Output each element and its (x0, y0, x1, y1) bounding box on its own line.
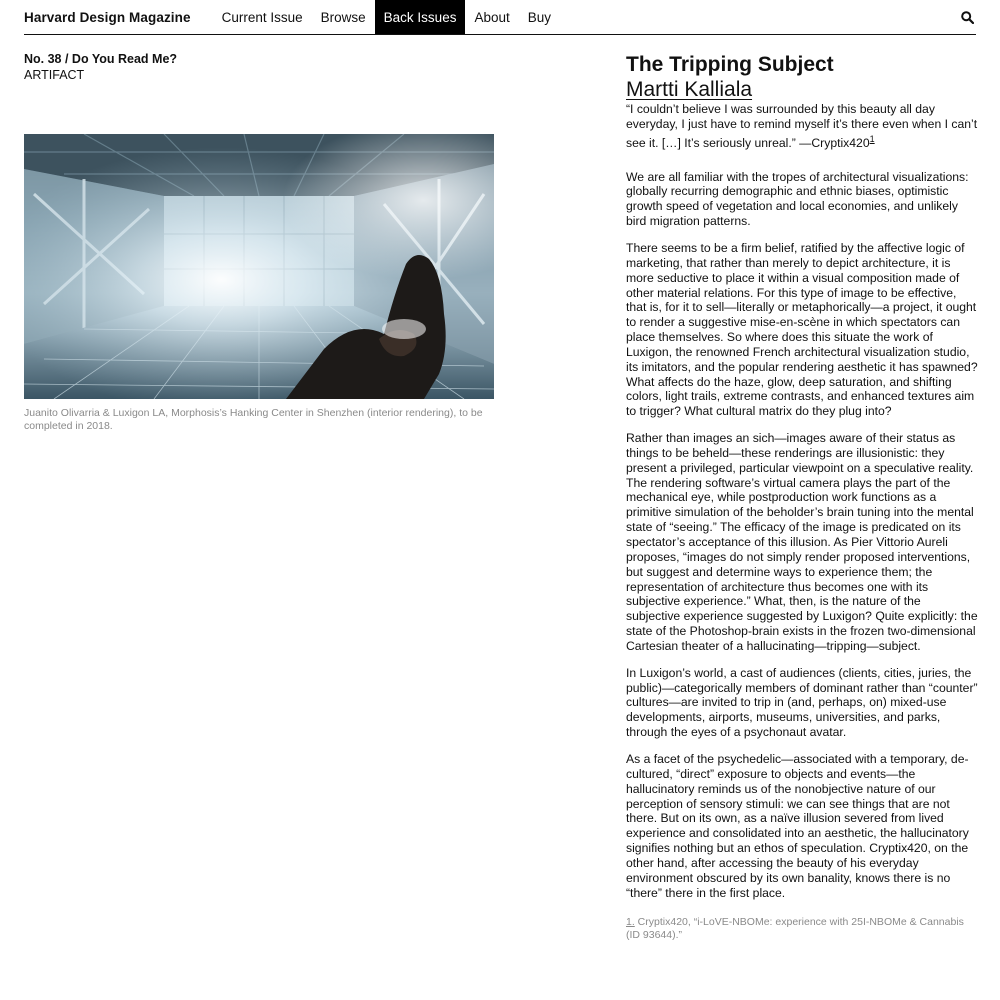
footnote-text: Cryptix420, “i-LoVE-NBOMe: experience with 25I-NBOMe & Cannabis (ID 93644).” (626, 916, 964, 941)
footnote-ref-1[interactable]: 1 (869, 133, 875, 144)
paragraph-3: Rather than images an sich—images aware of their status as things to be beheld—these renderings are illusionistic: they present a privileged, particular viewpoint on a speculative reality. The rendering software’s virtual camera plays the part of the mechanical eye, while postproduction work functions as a primitive simulation of the beholder’s brain tuning into the mental state of “seeing.” The efficacy of the image is predicated on its spectator’s acceptance of this illusion. As Pier Vittorio Aureli proposes, “images do not simply render proposed interventions, but suggest and determine ways to experience them; the representation of architecture thus becomes one with its subjective experience.” What, then, is the nature of the subjective experience suggested by Luxigon? Quite explicitly: the state of the Photoshop-brain exists in the frozen two-dimensional Cartesian theater of a hallucinating—tripping—subject. (626, 431, 978, 653)
nav-current-issue[interactable]: Current Issue (221, 9, 303, 25)
search-button[interactable] (958, 8, 976, 26)
footnote-1 (626, 916, 978, 941)
footnote-number[interactable]: 1. (626, 916, 635, 929)
nav-buy[interactable]: Buy (527, 9, 551, 25)
epigraph-quote (626, 102, 978, 151)
search-icon (961, 11, 974, 24)
epigraph-text: “I couldn’t believe I was surrounded by this beauty all day everyday, I just have to remind myself it’s there even when I can’t see it. […] It’s seriously unreal.” —Cryptix420 (626, 102, 978, 150)
image-caption: Juanito Olivarria & Luxigon LA, Morphosis’s Hanking Center in Shenzhen (interior rendering), to be completed in 2018. (24, 407, 483, 432)
paragraph-4: In Luxigon’s world, a cast of audiences (clients, cities, juries, the public)—categorically members of dominant rather than “counter” cultures—are invited to trip in (and, perhaps, on) mixed-use developments, airports, museums, universities, and parks, through the eyes of a psychonaut avatar. (626, 665, 978, 740)
nav-back-issues[interactable]: Back Issues (375, 0, 466, 34)
main-nav (213, 0, 560, 34)
nav-browse[interactable]: Browse (320, 9, 366, 25)
section-label: ARTIFACT (24, 68, 85, 82)
interior-rendering-image (24, 134, 494, 399)
top-navigation-bar (24, 0, 976, 35)
article-hero-image (24, 134, 494, 399)
nav-about[interactable]: About (474, 9, 510, 25)
paragraph-1: We are all familiar with the tropes of architectural visualizations: globally recurring demographic and ethnic biases, optimistic growth speed of vegetation and local economies, and unlikely bird migration patterns. (626, 169, 969, 229)
paragraph-2: There seems to be a firm belief, ratified by the affective logic of marketing, that rather than merely to depict architecture, it is more seductive to place it within a visual composition made of other material relations. For this type of image to be effective, that is, for it to sell—literally or metaphorically—a project, it ought to render a suggestive mise-en-scène in which spectators can place themselves. So where does this situate the work of Luxigon, the renowned French architectural visualization studio, its imitators, and the popular rendering aesthetic it has spawned? What affects do the haze, glow, deep saturation, and shifting colors, light trails, extreme contrasts, and enhanced textures aim to trigger? What cultural matrix do they plug into? (626, 240, 978, 419)
site-logo-link[interactable]: Harvard Design Magazine (24, 9, 191, 25)
author-link[interactable]: Martti Kalliala (626, 78, 753, 101)
issue-number-link[interactable]: No. 38 / Do You Read Me? (24, 52, 178, 66)
paragraph-5: As a facet of the psychedelic—associated with a temporary, de-cultured, “direct” exposure to objects and events—the hallucinatory reminds us of the nonobjective nature of our perception of sensory stimuli: we can see things that are not there. But on its own, as a naïve illusion severed from lived experience and consolidated into an aesthetic, the hallucinatory signifies nothing but an ethos of speculation. Cryptix420, on the other hand, after accessing the beauty of his everyday environment obscured by its own banality, knows there is no “there” there in the first place. (626, 751, 969, 900)
article-body (626, 52, 978, 941)
article-title: The Tripping Subject (626, 53, 834, 76)
